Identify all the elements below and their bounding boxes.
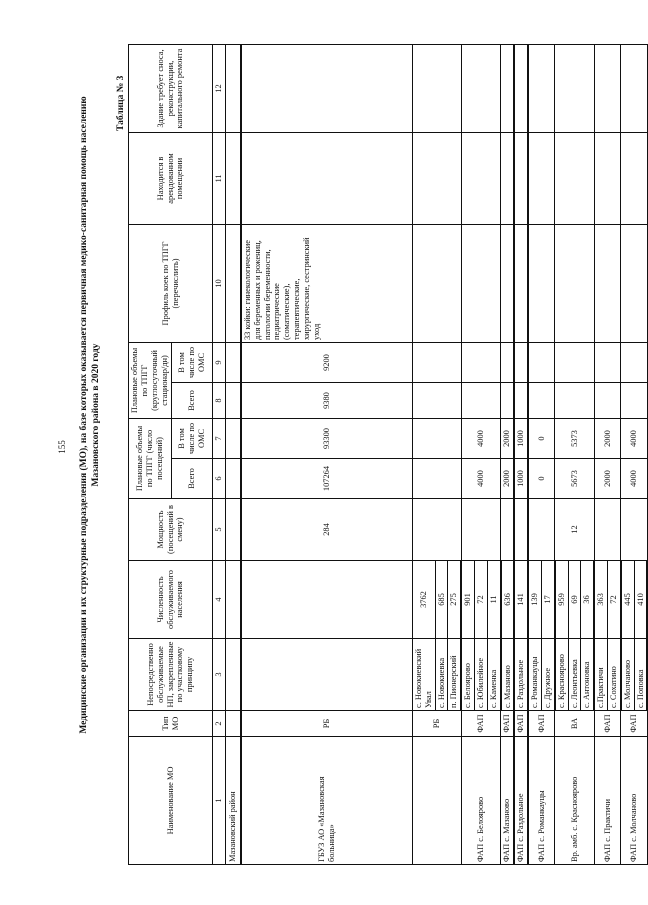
column-number: 11: [213, 133, 226, 225]
settlement-name: с. Новокиевский Увал: [413, 639, 436, 711]
unit-type: ФАП: [594, 711, 621, 737]
column-number: 5: [213, 499, 226, 561]
unit-name: ФАП с. Раздольное: [514, 737, 528, 865]
empty-cell: [528, 343, 555, 383]
unit-visits-total: 2000: [594, 459, 621, 499]
column-number: 3: [213, 639, 226, 711]
unit-name: ФАП с. Романкауцы: [528, 737, 555, 865]
empty-cell: [501, 343, 515, 383]
header-repair: Здание требует сноса, реконструкции, капитального ремонта: [129, 45, 213, 133]
hospital-visits-oms: 93300: [241, 419, 413, 459]
empty-cell: [555, 133, 594, 225]
population-value: 72: [474, 561, 487, 639]
empty-cell: [514, 343, 528, 383]
empty-cell: [594, 225, 621, 343]
population-value: 445: [621, 561, 634, 639]
settlement-name: с. Мазаново: [501, 639, 515, 711]
column-numbers-row: [213, 45, 226, 865]
empty-cell: [594, 343, 621, 383]
table-number: Таблица № 3: [116, 75, 126, 131]
table-row: [514, 45, 528, 865]
column-number: 9: [213, 343, 226, 383]
header-visits-oms: В том числе по ОМС: [172, 419, 213, 459]
empty-cell: [594, 383, 621, 419]
hospital-name: ГБУЗ АО «Мазановская больница»: [241, 737, 413, 865]
unit-visits-total: 2000: [501, 459, 515, 499]
empty-cell: [413, 133, 462, 225]
population-value: 959: [555, 561, 568, 639]
population-value: 69: [568, 561, 581, 639]
column-number: 6: [213, 459, 226, 499]
table-row: [621, 45, 634, 865]
unit-visits-total: 5673: [555, 459, 594, 499]
unit-visits-oms: 1000: [514, 419, 528, 459]
header-visits-total: Всего: [172, 459, 213, 499]
settlement-name: п. Пионерский: [448, 639, 461, 711]
unit-visits-oms: 0: [528, 419, 555, 459]
unit-capacity: [621, 499, 648, 561]
empty-cell: [514, 383, 528, 419]
unit-name: ФАП с. Белоярово: [461, 737, 500, 865]
column-number: 7: [213, 419, 226, 459]
header-rented: Находится в арендованном помещении: [129, 133, 213, 225]
district-name: Мазановский район: [226, 737, 242, 865]
unit-visits-total: 4000: [621, 459, 648, 499]
population-value: 636: [501, 561, 515, 639]
settlement-name: с. Молчаново: [621, 639, 634, 711]
unit-visits-oms: 2000: [594, 419, 621, 459]
hospital-capacity: 284: [241, 499, 413, 561]
population-value: 3762: [413, 561, 436, 639]
header-np: Непосредственно обслуживаемые НП, закрепленные по участковому принципу: [129, 639, 213, 711]
population-value: 139: [528, 561, 541, 639]
empty-cell: [555, 45, 594, 133]
unit-name: Вр. амб. с. Красноярово: [555, 737, 594, 865]
empty-cell: [555, 343, 594, 383]
empty-cell: [528, 383, 555, 419]
column-number: 8: [213, 383, 226, 419]
population-value: 141: [514, 561, 528, 639]
empty-cell: [528, 225, 555, 343]
unit-capacity: 12: [555, 499, 594, 561]
unit-type: ФАП: [514, 711, 528, 737]
empty-cell: [461, 343, 500, 383]
table-body: [226, 45, 648, 865]
population-value: 901: [461, 561, 474, 639]
unit-type: ФАП: [501, 711, 515, 737]
unit-type: ФАП: [528, 711, 555, 737]
unit-name: ФАП с. Молчаново: [621, 737, 648, 865]
empty-cell: [528, 133, 555, 225]
population-value: 36: [581, 561, 594, 639]
empty-cell: [528, 45, 555, 133]
header-hosp-group: Плановые объемы по ТПГГ (круглосуточный стационар/дн): [129, 343, 172, 419]
empty-cell: [413, 383, 462, 419]
table-row: [594, 45, 607, 865]
population-value: 685: [435, 561, 448, 639]
empty-cell: [501, 383, 515, 419]
column-number: 4: [213, 561, 226, 639]
settlement-name: с. Раздольное: [514, 639, 528, 711]
empty-cell: [514, 45, 528, 133]
unit-capacity: [514, 499, 528, 561]
column-number: 2: [213, 711, 226, 737]
empty-cell: [594, 133, 621, 225]
empty-cell: [413, 343, 462, 383]
unit-type: ФАП: [461, 711, 500, 737]
table-row: [501, 45, 515, 865]
hospital-bed-profile: 33 койки: гинекологические для беременных и рожениц, патологии беременности, педиатрические (соматические), терапевтические, хирургические, сестринский уход: [241, 225, 413, 343]
column-number: 1: [213, 737, 226, 865]
settlement-name: с. Юбилейное: [474, 639, 487, 711]
header-visits-group: Плановые объемы по ТПГГ (число посещений): [129, 419, 172, 499]
empty-cell: [621, 383, 648, 419]
unit-visits-total: 0: [528, 459, 555, 499]
empty-cell: [621, 225, 648, 343]
population-value: 410: [634, 561, 647, 639]
hospital-visits-total: 107264: [241, 459, 413, 499]
empty-cell: [621, 45, 648, 133]
unit-name: ФАП с. Практичи: [594, 737, 621, 865]
unit-capacity: [461, 499, 500, 561]
unit-visits-total: 4000: [461, 459, 500, 499]
settlement-name: с. Антоновка: [581, 639, 594, 711]
table-row: [528, 45, 541, 865]
header-population: Численность обслуживаемого населения: [129, 561, 213, 639]
empty-cell: [461, 383, 500, 419]
unit-visits-oms: 4000: [621, 419, 648, 459]
unit-visits-oms: 5373: [555, 419, 594, 459]
table-row: [413, 45, 436, 865]
table-row: [555, 45, 568, 865]
hospital-hosp-total: 9380: [241, 383, 413, 419]
hospital-type: РБ: [241, 711, 413, 737]
settlement-name: с.Практичи: [594, 639, 607, 711]
settlement-name: с. Романкауцы: [528, 639, 541, 711]
empty-cell: [621, 133, 648, 225]
population-value: 363: [594, 561, 607, 639]
header-type: Тип МО: [129, 711, 213, 737]
header-name: Наименование МО: [129, 737, 213, 865]
empty-cell: [413, 45, 462, 133]
settlement-name: с. Красноярово: [555, 639, 568, 711]
unit-type: ФАП: [621, 711, 648, 737]
empty-cell: [461, 45, 500, 133]
settlement-name: с. Дружное: [541, 639, 554, 711]
unit-name: ФАП с. Мазаново: [501, 737, 515, 865]
empty-cell: [501, 225, 515, 343]
page-number: 155: [56, 440, 67, 454]
settlement-name: с. Белоярово: [461, 639, 474, 711]
header-capacity: Мощность (посещений в смену): [129, 499, 213, 561]
header-hosp-oms: В том числе по ОМС: [172, 343, 213, 383]
population-value: 275: [448, 561, 461, 639]
unit-visits-total: 1000: [514, 459, 528, 499]
empty-cell: [514, 133, 528, 225]
empty-cell: [413, 499, 462, 561]
settlement-name: с. Леонтьевка: [568, 639, 581, 711]
empty-cell: [461, 225, 500, 343]
empty-cell: [501, 45, 515, 133]
population-value: 72: [607, 561, 620, 639]
hospital-hosp-oms: 9200: [241, 343, 413, 383]
settlement-name: с. Сохатино: [607, 639, 620, 711]
unit-type: ВА: [555, 711, 594, 737]
empty-cell: [621, 343, 648, 383]
unit-visits-oms: 4000: [461, 419, 500, 459]
empty-cell: [514, 225, 528, 343]
unit-capacity: [594, 499, 621, 561]
unit-capacity: [501, 499, 515, 561]
empty-cell: [594, 45, 621, 133]
population-value: 17: [541, 561, 554, 639]
mo-table: [128, 44, 648, 865]
settlement-name: с. Поповка: [634, 639, 647, 711]
header-hosp-total: Всего: [172, 383, 213, 419]
empty-cell: [555, 225, 594, 343]
population-value: 11: [487, 561, 500, 639]
column-number: 12: [213, 45, 226, 133]
document-title: Медицинские организации и их структурные подразделения (МО), на базе которых оказывается первичная медико-санитарная помощь населению Мазановского района в 2020 году: [79, 96, 101, 734]
empty-cell: [501, 133, 515, 225]
table-row: [461, 45, 474, 865]
unit-name: [413, 737, 462, 865]
unit-visits-oms: 2000: [501, 419, 515, 459]
unit-capacity: [528, 499, 555, 561]
empty-cell: [413, 225, 462, 343]
settlement-name: с. Новокиевка: [435, 639, 448, 711]
empty-cell: [413, 419, 462, 459]
empty-cell: [555, 383, 594, 419]
unit-type: РБ: [413, 711, 462, 737]
column-number: 10: [213, 225, 226, 343]
header-profile: Профиль коек по ТПГГ (перечислить): [129, 225, 213, 343]
empty-cell: [461, 133, 500, 225]
empty-cell: [413, 459, 462, 499]
settlement-name: с. Каменка: [487, 639, 500, 711]
